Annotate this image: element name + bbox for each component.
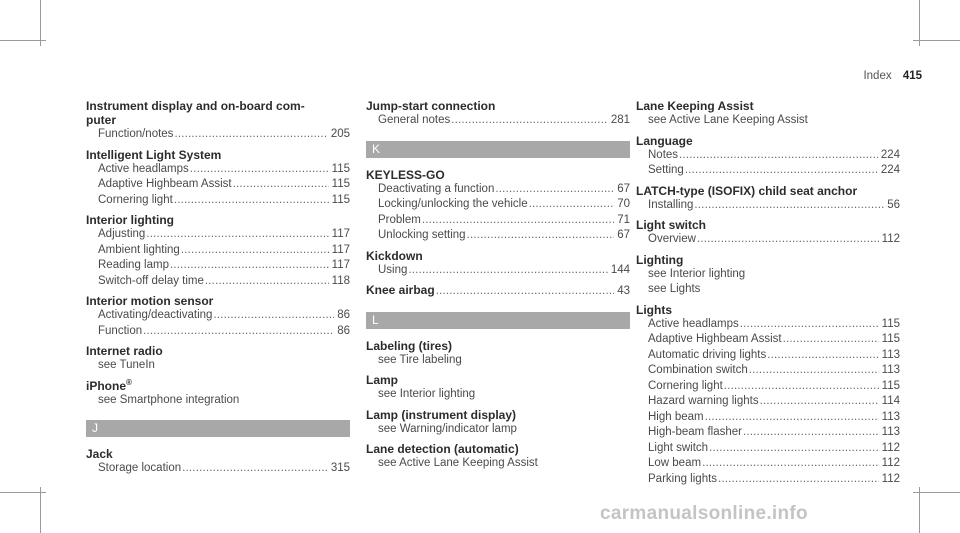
subentry-label: Problem [378,213,421,226]
page-ref[interactable]: 43 [617,285,630,297]
letter-section-header: L [366,312,630,329]
index-subentry [86,162,350,178]
dot-leader [697,232,879,248]
subentry-label: see Active Lane Keeping Assist [378,457,538,469]
subentry-label: High beam [648,410,704,423]
dot-leader [718,472,879,488]
index-entry [366,168,630,244]
index-entry [366,283,630,300]
subentry-label: Ambient lighting [98,243,180,256]
page-ref[interactable]: 86 [337,324,350,337]
page-ref[interactable]: 117 [331,228,350,240]
page-ref[interactable]: 71 [617,213,630,226]
subentry-label: Cornering light [98,193,173,206]
dot-leader [213,308,334,324]
index-entry [86,213,350,289]
dot-leader [740,317,879,333]
subentry-label: Storage location [98,462,182,474]
subentry-label: Adjusting [98,228,146,240]
page-ref[interactable]: 224 [880,148,900,161]
index-term [86,344,350,358]
page-ref[interactable]: 115 [881,333,900,345]
index-term-text: Jack [86,447,113,461]
index-subentry [366,228,630,244]
see-reference[interactable] [636,267,900,283]
index-term [366,99,630,113]
page-ref[interactable]: 144 [610,263,630,276]
page-ref[interactable]: 115 [331,193,350,206]
page-header [863,70,922,82]
crop-mark [0,492,46,493]
index-subentry [636,198,900,214]
dot-leader [422,213,614,229]
index-term-text: Lighting [636,252,684,267]
index-subentry [636,472,900,488]
index-entry [86,379,350,409]
index-term [366,168,630,182]
crop-mark [0,40,46,41]
dot-leader [783,332,879,348]
index-subentry [86,274,350,290]
dot-leader [181,243,329,259]
page-ref[interactable]: 115 [331,178,350,190]
dot-leader [529,197,615,213]
index-term-text: Lamp (instrument display) [366,407,517,422]
index-subentry [366,213,630,229]
index-term [366,249,630,263]
subentry-label: see Smartphone integration [98,393,240,406]
see-reference[interactable] [636,282,900,298]
dot-leader [495,182,614,198]
section-title: Index [863,70,892,82]
index-term-text: Labeling (tires) [366,338,453,353]
index-term [86,447,350,461]
subentry-label: see TuneIn [98,359,155,371]
subentry-label: Using [378,263,408,276]
index-subentry [636,148,900,164]
index-term-text: Instrument display and on-board com- puter [86,99,305,127]
dot-leader [760,394,879,410]
crop-mark [919,487,920,533]
dot-leader [679,148,878,164]
registered-mark: ® [126,377,132,387]
index-term-text: Lane Keeping Assist [636,99,754,113]
index-column-1 [86,99,350,482]
index-subentry [636,363,900,379]
index-term-text: KEYLESS-GO [366,167,445,182]
index-subentry [636,379,900,395]
index-term-text: Lights [636,302,672,317]
subentry-label: Unlocking setting [378,229,466,241]
page-ref[interactable]: 113 [881,348,900,361]
index-term [636,253,900,267]
index-subentry [86,227,350,243]
dot-leader [743,425,879,441]
index-subentry [636,348,900,364]
page-ref[interactable]: 112 [881,472,900,485]
page-ref[interactable]: 86 [337,309,350,321]
index-entry [366,373,630,403]
letter-section-header: J [86,420,350,437]
index-term-text: iPhone [86,378,127,393]
index-term [86,213,350,227]
page-ref[interactable]: 117 [331,259,350,271]
index-entry [86,447,350,477]
index-term-text: Internet radio [86,344,163,358]
watermark: carmanualsonline.info [600,503,808,524]
subentry-label: Function [98,324,143,337]
index-subentry [636,394,900,410]
dot-leader [767,348,878,364]
index-entry [636,184,900,214]
index-subentry [86,177,350,193]
index-term [366,442,630,456]
index-subentry [86,461,350,477]
index-term [86,294,350,308]
index-term-text: LATCH-type (ISOFIX) child seat anchor [636,183,858,198]
dot-leader [467,228,615,244]
subentry-label: see Active Lane Keeping Assist [648,114,808,126]
subentry-label: Parking lights [648,472,718,485]
subentry-label: Notes [648,148,679,161]
index-term [636,218,900,232]
page-ref[interactable]: 67 [617,229,630,241]
index-entry [636,218,900,248]
see-reference[interactable] [86,393,350,409]
see-reference[interactable] [636,113,900,129]
page-ref[interactable]: 115 [881,379,900,392]
dot-leader [182,461,328,477]
index-term [366,408,630,422]
subentry-label: Installing [648,198,694,211]
subentry-label: Light switch [648,441,709,454]
page-number: 415 [902,70,922,82]
index-subentry [636,425,900,441]
subentry-label: see Tire labeling [378,353,462,366]
page-ref[interactable]: 115 [331,162,350,175]
page-ref[interactable]: 315 [330,462,350,474]
index-term [636,184,900,198]
index-subentry [86,324,350,340]
index-subentry [636,232,900,248]
subentry-label: Automatic driving lights [648,348,767,361]
dot-leader [702,456,879,472]
dot-leader [709,441,879,457]
index-term-text: Interior motion sensor [86,294,214,308]
index-column-3 [636,99,900,492]
index-term [636,303,900,317]
index-term [86,148,350,162]
page-ref[interactable]: 224 [880,164,900,176]
dot-leader [174,127,327,143]
index-entry [636,134,900,179]
dot-leader [694,198,884,214]
index-term-text: Light switch [636,218,706,232]
index-subentry [366,263,630,279]
index-subentry [366,113,630,129]
index-term [636,99,900,113]
subentry-label: Combination switch [648,364,748,376]
index-term-text: Jump-start connection [366,99,496,113]
subentry-label: see Interior lighting [648,267,746,280]
crop-mark [913,40,960,41]
subentry-label: Cornering light [648,379,723,392]
index-term [86,99,350,127]
index-term-text: Lamp [366,373,399,387]
letter-section-header: K [366,141,630,158]
page-ref[interactable]: 112 [881,457,900,469]
page-ref[interactable]: 118 [331,274,350,287]
page-ref[interactable]: 113 [881,426,900,438]
subentry-label: High-beam flasher [648,426,742,438]
subentry-label: General notes [378,114,451,126]
see-reference[interactable] [366,353,630,369]
index-term-row [366,283,630,300]
index-subentry [636,456,900,472]
see-reference[interactable] [366,422,630,438]
index-subentry [366,182,630,198]
subentry-label: Low beam [648,457,702,469]
subentry-label: see Interior lighting [378,388,476,400]
index-subentry [366,197,630,213]
page-ref[interactable]: 115 [881,317,900,330]
dot-leader [233,177,329,193]
subentry-label: Deactivating a function [378,182,495,195]
index-entry [366,339,630,369]
index-subentry [636,317,900,333]
index-entry [366,408,630,438]
dot-leader [724,379,879,395]
dot-leader [436,284,615,300]
dot-leader [205,274,329,290]
dot-leader [451,113,608,129]
page-ref[interactable]: 70 [617,198,630,210]
subentry-label: Activating/deactivating [98,309,213,321]
index-entry [366,249,630,279]
index-term [366,339,630,353]
dot-leader [170,258,329,274]
page-ref[interactable]: 112 [881,233,900,245]
index-entry [366,442,630,472]
page-ref[interactable]: 114 [881,395,900,407]
index-subentry [636,441,900,457]
subentry-label: Switch-off delay time [98,274,204,287]
index-subentry [636,332,900,348]
index-subentry [636,163,900,179]
page-ref[interactable]: 113 [881,364,900,376]
page-ref[interactable]: 67 [617,182,630,195]
page-ref[interactable]: 281 [610,114,630,126]
dot-leader [705,410,879,426]
index-subentry [636,410,900,426]
dot-leader [146,227,328,243]
index-term [636,134,900,148]
index-term-text: Interior lighting [86,213,174,227]
see-reference[interactable] [86,358,350,374]
index-term-text: Lane detection (automatic) [366,442,519,456]
dot-leader [408,263,607,279]
dot-leader [190,162,329,178]
index-subentry [86,193,350,209]
crop-mark [913,492,960,493]
subentry-label: Function/notes [98,128,174,140]
index-subentry [86,258,350,274]
index-entry [86,344,350,374]
page-ref[interactable]: 113 [881,410,900,423]
subentry-label: Reading lamp [98,259,169,271]
index-entry [636,253,900,298]
index-term-text: Kickdown [366,248,423,263]
page-ref[interactable]: 112 [881,441,900,454]
subentry-label: Active headlamps [648,317,739,330]
subentry-label: Adaptive Highbeam Assist [648,333,782,345]
subentry-label: Setting [648,164,684,176]
subentry-label: see Lights [648,283,701,295]
index-entry [86,99,350,143]
see-reference[interactable] [366,456,630,472]
index-subentry [86,243,350,259]
index-column-2 [366,99,630,477]
dot-leader [685,163,878,179]
index-entry [366,99,630,129]
index-term [366,373,630,387]
subentry-label: Hazard warning lights [648,395,759,407]
subentry-label: Locking/unlocking the vehicle [378,198,528,210]
page-ref[interactable]: 205 [330,128,350,140]
page-ref[interactable]: 56 [887,198,900,211]
index-term-text: Intelligent Light System [86,147,222,162]
index-subentry [86,308,350,324]
index-term: Knee airbag [366,283,435,297]
index-entry [636,303,900,488]
subentry-label: Adaptive Highbeam Assist [98,178,232,190]
index-entry [86,294,350,339]
dot-leader [749,363,879,379]
dot-leader [143,324,334,340]
dot-leader [174,193,329,209]
index-entry [636,99,900,129]
index-term [86,379,350,393]
subentry-label: see Warning/indicator lamp [378,422,517,435]
see-reference[interactable] [366,387,630,403]
subentry-label: Active headlamps [98,162,189,175]
subentry-label: Overview [648,233,696,245]
index-term-text: Language [636,133,693,148]
crop-mark [40,487,41,533]
index-subentry [86,127,350,143]
page-ref[interactable]: 117 [331,243,350,256]
index-entry [86,148,350,209]
